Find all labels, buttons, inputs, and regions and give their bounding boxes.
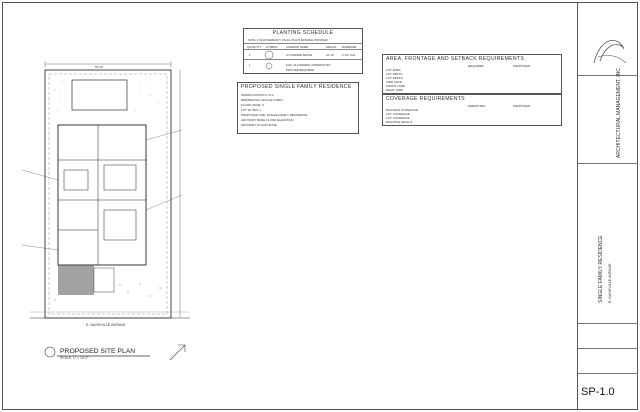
coverage-row: BUILDING COVERAGE (386, 108, 419, 112)
house-footprint (58, 125, 146, 265)
col-height: HEIGHT (326, 45, 337, 49)
planting-note: NOTE: 2 YEAR WARRANTY ON ALL PLANT MATERIAL PROVIDED (248, 39, 328, 42)
north-arrow (170, 345, 185, 360)
plan-scale: SCALE: 1" = 10'-0" (60, 356, 89, 360)
col-common-name: COMMON NAME (286, 45, 308, 49)
front-walk (94, 268, 114, 292)
planting-diameter: 2-1/2" CAL (342, 53, 356, 57)
firm-name: ARCHITECTURAL MANAGEMENT, INC. (616, 66, 622, 158)
planting-qty: 1 (249, 63, 251, 67)
firm-logo (590, 31, 630, 69)
front-porch (58, 265, 94, 295)
residence-line: ZONING DISTRICT: R-2 (241, 93, 274, 97)
residence-line: LOT 16, BLK 1 (241, 108, 261, 112)
top-dimension: 53.33' (95, 65, 104, 69)
coverage-title: COVERAGE REQUIREMENTS (386, 96, 465, 102)
plan-title-marker (45, 347, 55, 357)
col-symbol: SYMBOL (266, 45, 278, 49)
req-row: LOT AREA (386, 68, 401, 72)
title-block (577, 3, 638, 409)
coverage-table (382, 94, 562, 126)
area-frontage-title: AREA, FRONTAGE AND SETBACK REQUIREMENTS (386, 56, 525, 62)
planting-schedule-title: PLANTING SCHEDULE (272, 30, 334, 36)
col-required: REQUIRED (468, 64, 484, 68)
project-name: SINGLE FAMILY RESIDENCE (598, 235, 604, 303)
residence-line: FLOOD ZONE: X (241, 103, 265, 107)
residence-title: PROPOSED SINGLE FAMILY RESIDENCE (241, 84, 352, 90)
planting-height: 10'-12' (326, 53, 335, 57)
rear-structure (72, 80, 127, 110)
rear-landscape-hatch (55, 80, 159, 111)
project-address: E. NASHVILLE AVENUE (608, 263, 612, 303)
sheet-number: SP-1.0 (581, 386, 615, 398)
col-quantity: QUANTITY (247, 45, 262, 49)
coverage-row: BUILDING HEIGHT (386, 120, 413, 124)
coverage-row: LOT COVERAGE (386, 112, 410, 116)
residence-info-table (237, 82, 359, 134)
req-row: FRONT YARD (386, 84, 406, 88)
req-row: LOT DEPTH (386, 76, 403, 80)
col-diameter: DIAMETER (342, 45, 357, 49)
residence-line: PROPOSED USE: SINGLE FAMILY RESIDENCE (241, 113, 308, 117)
col-proposed: PROPOSED (513, 104, 531, 108)
plan-title: PROPOSED SITE PLAN (60, 348, 136, 355)
col-permitted: PERMITTED (468, 104, 486, 108)
residence-line: ADVISORY BASE FLOOD ELEVATION (241, 118, 294, 122)
col-proposed: PROPOSED (513, 64, 531, 68)
tree-symbol-icon (262, 50, 276, 72)
residence-line: ADVISORY FLOOD ZONE (241, 123, 277, 127)
planting-schedule (243, 28, 363, 74)
residence-line: RESIDENTIAL SINGLE FAMILY (241, 98, 284, 102)
coverage-row: LOT COVERAGE (386, 116, 410, 120)
req-row: REAR YARD (386, 88, 404, 92)
street-label: E. NASHVILLE AVENUE (86, 323, 126, 327)
planting-name: 9 EX. ALLOWABLE UNDERSTORY (286, 63, 331, 67)
req-row: LOT WIDTH (386, 72, 403, 76)
area-frontage-table (382, 54, 562, 94)
planting-note-line: PROVIDE REQUIRED (286, 68, 315, 72)
planting-qty: 1 (249, 53, 251, 57)
planting-name: SYCAMORE MAPLE (286, 53, 313, 57)
req-row: SIDE YARD (386, 80, 402, 84)
leader-lines (22, 130, 182, 250)
